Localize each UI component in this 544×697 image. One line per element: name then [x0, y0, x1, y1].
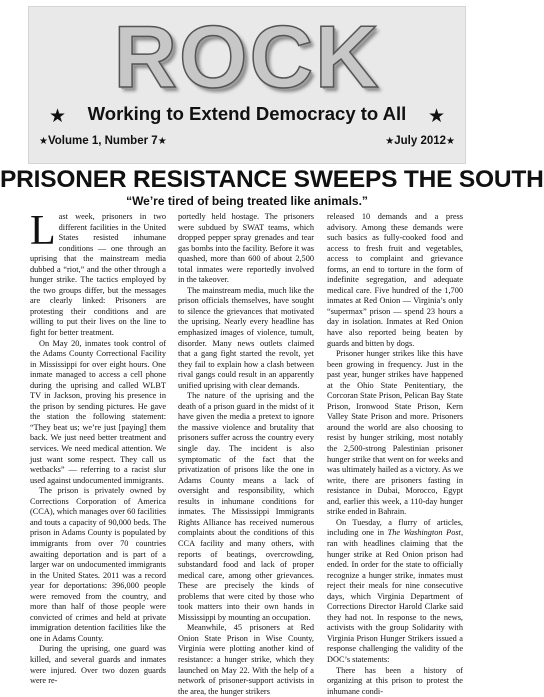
paragraph: Prisoner hunger strikes like this have been growing in frequency. Just in the past year, hunger strikes have happened at the Ohio State Penitentiary, the Corcoran State Prison, Pelican Bay State Prison, Ironwood State Prison, Kern Valley State Prison and more. Prisoners around the world are also choosing to resist by hunger striking, most notably the 2,500-strong Palestinian prisoner hunger strike that went on for weeks and was ultimately hailed as a victory. As we write, there are prisoners fasting in resistance in Dubai, Morocco, Egypt and, earlier this week, a 110-day hunger strike ended in Bahrain.	[327, 349, 463, 517]
paragraph: Last week, prisoners in two different facilities in the United States resisted inhumane conditions — one through an uprising that the mainstream media dubbed a “riot,” and the other through a hunger strike. The tactics employed by the two groups differ, but the messages are clearly linked: Prisoners are protesting their conditions and are willing to put their lives on the line to fight for better treatment.	[30, 208, 166, 338]
paragraph: The prison is privately owned by Corrections Corporation of America (CCA), which manages over 60 facilities and touts a capacity of 90,000 beds. The prison in Adams County is populated by immigrants from over 70 countries awaiting deportation and is part of a larger war on undocumented immigrants in the United States. 2011 was a record year for deportations: 396,000 people were removed from the country, and more than half of those people were convicted of crimes and held at private immigration detention facilities like the one in Adams County.	[30, 486, 166, 643]
star-icon: ★	[385, 136, 395, 147]
paragraph: On May 20, inmates took control of the Adams County Correctional Facility in Mississippi for over eight hours. One inmate managed to access a cell phone during the uprising and called WLBT TV in Jackson, proving his presence in the prison by sending pictures. He gave the station the following statement: “They beat us; we’re just [paying] them back. We just need better treatment and services. We need medical attention. We just want some respect. They call us wetbacks” — referring to a racist slur used against undocumented immigrants.	[30, 338, 166, 485]
article-subhead: “We’re tired of being treated like animals.”	[126, 194, 368, 208]
star-icon: ★	[39, 136, 48, 147]
issue-info	[39, 135, 455, 151]
paragraph: released 10 demands and a press advisory. Among these demands were such basics as fully-cooked food and access to fresh fruit and vegetables, access to complaint and grievance forms, an end to torture in the form of indefinite segregation, and adequate medical care. Five hundred of the 1,700 inmates at Red Onion — Virginia’s only “supermax” prison — spend 23 hours a day in isolation. Inmates at Red Onion have also reported being beaten by guards and bitten by dogs.	[327, 212, 463, 348]
article-column-1	[30, 208, 166, 686]
paragraph: Meanwhile, 45 prisoners at Red Onion State Prison in Wise County, Virginia were plotting another kind of resistance: a hunger strike, which they launched on May 22. With the help of a network of prisoner-support activists in the area, the hunger strikers	[178, 623, 314, 696]
article-column-3	[327, 212, 464, 696]
issue-date: ★July 2012★	[385, 135, 455, 147]
star-icon: ★	[157, 136, 167, 147]
paragraph: The nature of the uprising and the death of a prison guard in the midst of it have given the media a pretext to ignore the massive violence and brutality that prisoners suffer across the country every single day. The incident is also symptomatic of the fact that the privatization of prisons like the one in Adams County means a lack of oversight and responsibility, which results in inhumane conditions for inmates. The Mississippi Immigrants Rights Alliance has received numerous complaints about the conditions of this CCA facility and many others, with reports of beatings, overcrowding, substandard food and lack of proper medical care, among other grievances. These are precisely the kinds of problems that were cited by those who took matters into their own hands in Mississippi by mounting an occupation.	[178, 391, 314, 622]
drop-cap: L	[30, 208, 56, 254]
article-column-2	[178, 212, 314, 696]
star-icon: ★	[446, 136, 455, 147]
masthead	[28, 6, 466, 164]
paragraph: The mainstream media, much like the prison officials themselves, have sought to silence the grievances that motivated the uprising. Nearly every headline has emphasized images of violence, tumult, disorder. Many news outlets claimed that a gang fight started the revolt, yet they fail to explain how a clash between rival gangs could result in an apparently unified uprising with clear demands.	[178, 285, 314, 390]
tagline: Working to Extend Democracy to All	[87, 103, 407, 124]
paragraph: On Tuesday, a flurry of articles, including one in The Washington Post, ran with headlines claiming that the hunger strike at Red Onion prison had ended. In order for the state to officially recognize a hunger strike, inmates must reject their meals for nine consecutive days, which Virginia Department of Corrections Director Harold Clarke said they had not. In response to the news, activists with the group Solidarity with Virginia Prison Hunger Strikers issued a response challenging the validity of the DOC’s statements:	[327, 517, 464, 664]
paragraph: There has been a history of organizing at this prison to protest the inhumane condi-	[327, 665, 463, 696]
publication-name: The Washington Post	[387, 528, 461, 538]
rock-logo: ROCK	[113, 7, 381, 106]
star-icon: ★	[49, 105, 67, 127]
article-headline: PRISONER RESISTANCE SWEEPS THE SOUTH	[0, 166, 544, 193]
paragraph: During the uprising, one guard was killed, and several guards and inmates were injured. Over two dozen guards were re-	[30, 644, 166, 686]
star-icon: ★	[427, 105, 445, 127]
volume-label: ★Volume 1, Number 7★	[39, 135, 167, 147]
paragraph: portedly held hostage. The prisoners were subdued by SWAT teams, which dropped pepper spray grenades and tear gas bombs into the facility. Before it was quashed, more than 600 of about 2,500 total inmates were reportedly involved in the takeover.	[178, 212, 314, 285]
